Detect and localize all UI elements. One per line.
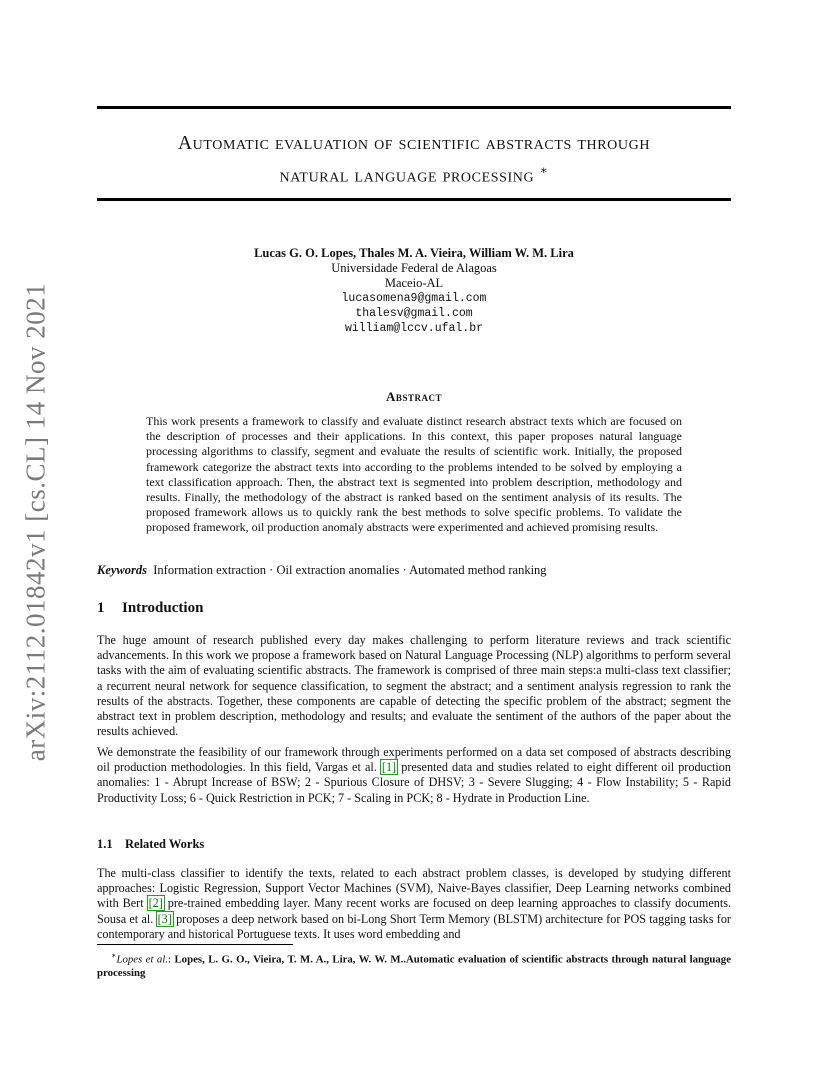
arxiv-id-text: arXiv:2112.01842v1 [cs.CL] 14 Nov 2021 <box>20 282 51 762</box>
subsection-number: 1.1 <box>97 837 113 851</box>
abstract-heading: Abstract <box>386 389 442 404</box>
related-works-part-b: pre-trained embedding layer. Many recent works are focused on deep learning approaches to classify documents. Sousa et al. <box>97 896 731 926</box>
section-heading-introduction <box>97 600 203 617</box>
title-line-2 <box>97 157 731 190</box>
related-works-part-c: proposes a deep network based on bi-Long Short Term Memory (BLSTM) architecture for POS tagging tasks for contemporary and historical Portuguese texts. It uses word embedding and <box>97 911 731 941</box>
section-title-text: Introduction <box>122 600 204 616</box>
author-location: Maceio-AL <box>384 276 444 290</box>
title-top-rule <box>97 106 731 109</box>
footnote <box>97 949 731 981</box>
citation-link-2[interactable]: [2] <box>148 896 163 911</box>
author-block <box>97 246 731 336</box>
title-bottom-rule <box>97 198 731 201</box>
paper-title <box>97 130 731 190</box>
intro-paragraph-1: The huge amount of research published every day makes challenging to perform literature reviews and track scientific advancements. In this work we propose a framework based on Natural Language Processing (NLP) algorithms to perform several tasks with the aim of evaluating scientific abstracts. The framework is comprised of three main steps:a multi-class text classifier; a recurrent neural network for sequence classification, to segment the abstract; and a sentiment analysis regression to rank the results of the abstracts. Together, these components are capable of detecting the specific problem of the abstract; segment the abstract text in problem description, methodology and results; and evaluate the sentiment of the authors of the paper about the results achieved. <box>97 633 731 739</box>
intro-paragraph-2-start: We demonstrate the feasibility of our framework through experiments performed on a data set composed of abstracts describing oil production methodologies. In this field, Vargas et al. <box>97 745 731 775</box>
title-line-1: Automatic evaluation of scientific abstracts through <box>177 133 651 154</box>
intro-paragraph-2-end: presented data and studies related to eight different oil production anomalies: 1 - Abrupt Increase of BSW; 2 - Spurious Closure of DHSV; 3 - Severe Slugging; 4 - Flow Instability; 5 - Rapid Productivity Loss; 6 - Quick Restriction in PCK; 7 - Scaling in PCK; 8 - Hydrate in Production Line. <box>97 760 731 805</box>
arxiv-sidebar-identifier <box>18 0 54 1072</box>
related-works-paragraph <box>97 866 731 942</box>
footnote-rule <box>97 944 293 945</box>
keywords-text: Information extraction · Oil extraction anomalies · Automated method ranking <box>153 563 547 577</box>
section-number: 1 <box>97 600 105 616</box>
footnote-colon: : <box>168 953 175 966</box>
author-affiliation: Universidade Federal de Alagoas <box>331 261 497 275</box>
author-names: Lucas G. O. Lopes, Thales M. A. Vieira, William W. M. Lira <box>254 246 574 260</box>
footnote-mark: ∗ <box>111 951 117 960</box>
footnote-short-author: Lopes et al. <box>116 953 169 966</box>
subsection-title-text: Related Works <box>125 837 205 851</box>
author-email-2: thalesv@gmail.com <box>355 307 473 320</box>
related-works-part-a: The multi-class classifier to identify the texts, related to each abstract problem classes, is developed by studying different approaches: Logistic Regression, Support Vector Machines (SVM), Naive-Bayes classifier, Deep Learning networks combined with Bert <box>97 866 731 911</box>
keywords-label: Keywords <box>97 563 147 577</box>
author-email-1: lucasomena9@gmail.com <box>341 292 487 305</box>
footnote-citation-text: Lopes, L. G. O., Vieira, T. M. A., Lira, W. W. M..Automatic evaluation of scientific abstracts through natural language processing <box>97 953 731 980</box>
subsection-heading-related-works <box>97 837 204 852</box>
intro-paragraph-2 <box>97 745 731 806</box>
citation-link-3[interactable]: [3] <box>157 911 172 926</box>
author-email-3: william@lccv.ufal.br <box>344 322 484 335</box>
abstract-text: This work presents a framework to classify and evaluate distinct research abstract texts which are focused on the description of processes and their applications. In this context, this paper proposes natural language processing algorithms to classify, segment and evaluate the results of scientific work. Initially, the proposed framework categorize the abstract texts into according to the problems intended to be solved by employing a text classification approach. Then, the abstract text is segmented into problem description, methodology and results. Finally, the methodology of the abstract is ranked based on the sentiment analysis of its results. The proposed framework allows us to quickly rank the best methods to solve specific problems. To validate the proposed framework, oil production anomaly abstracts were experimented and achieved promising results. <box>146 414 682 535</box>
title-footnote-mark[interactable]: ∗ <box>539 163 549 177</box>
title-line-2-text: natural language processing <box>279 165 535 187</box>
keywords-line <box>97 563 731 578</box>
citation-link-1[interactable]: [1] <box>381 760 397 775</box>
